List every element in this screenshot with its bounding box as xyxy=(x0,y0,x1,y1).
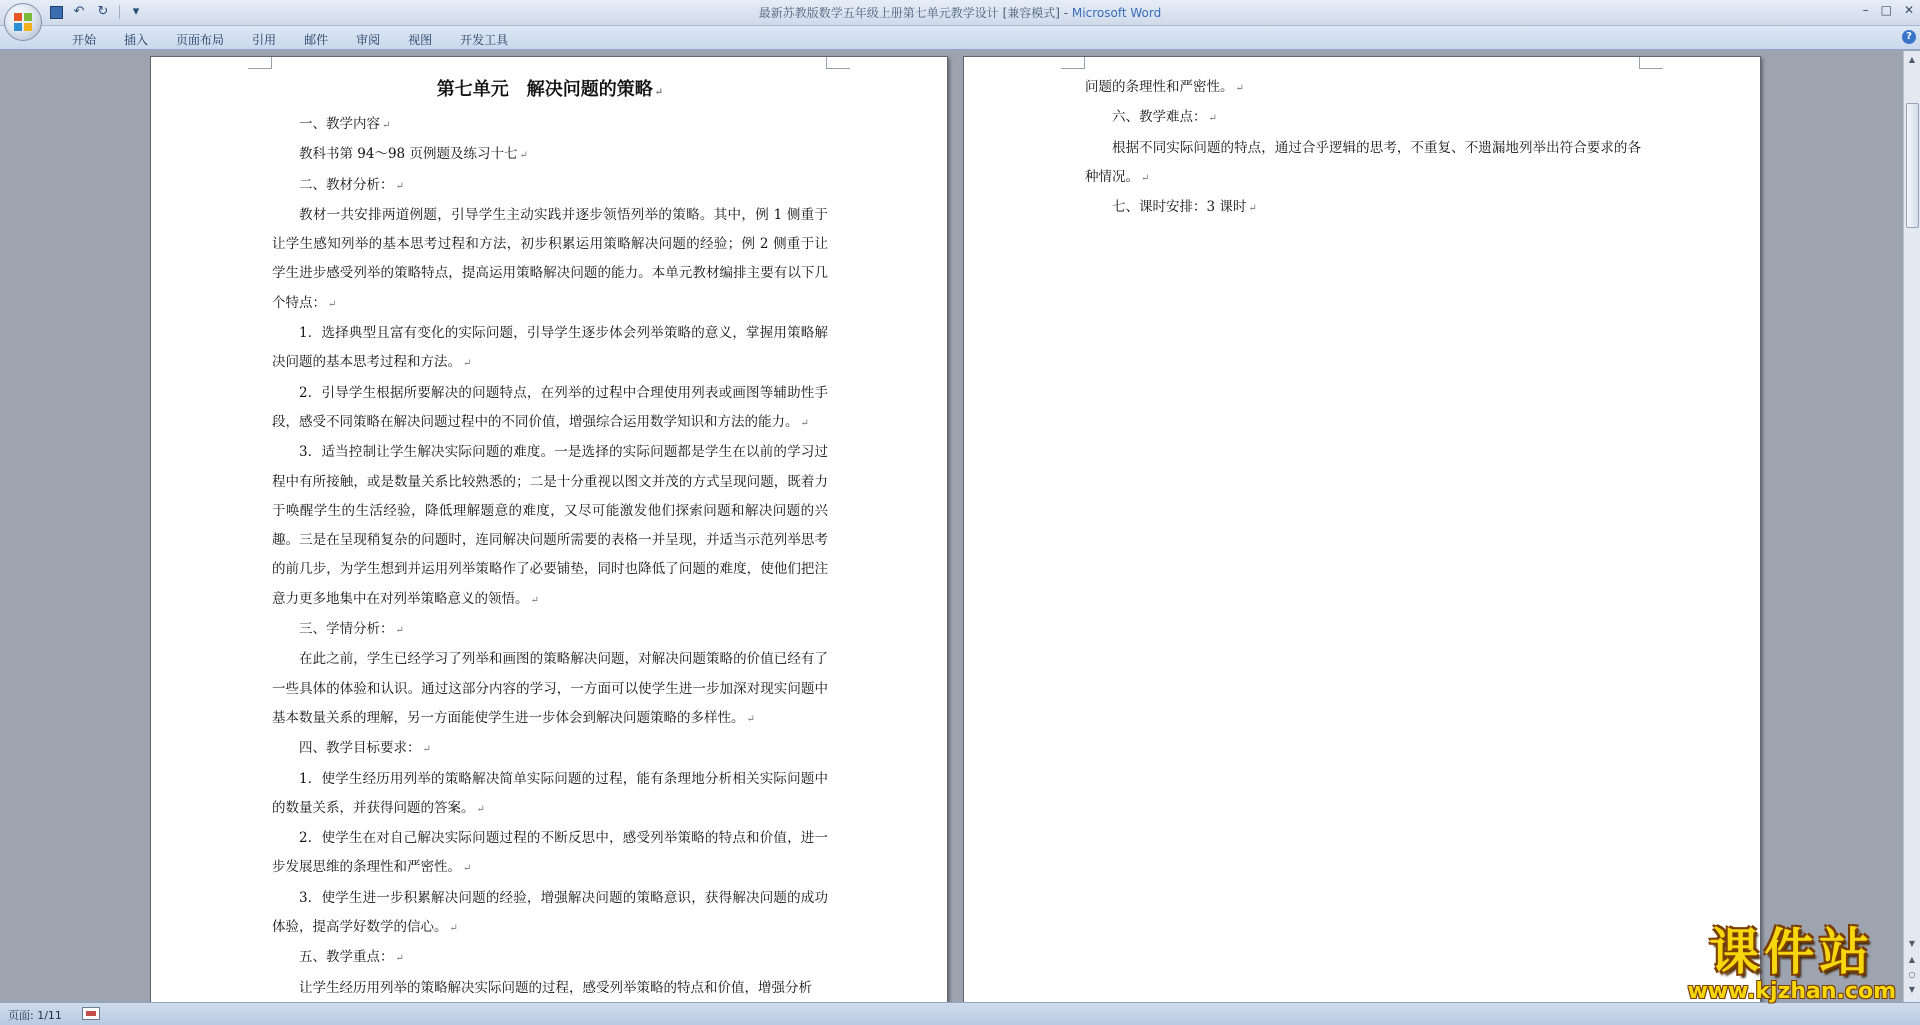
paragraph-text: 三、学情分析： xyxy=(299,621,394,638)
title-bar xyxy=(0,0,1920,26)
redo-icon[interactable]: ↻ xyxy=(97,4,109,19)
document-heading[interactable] xyxy=(272,73,828,110)
scroll-thumb[interactable] xyxy=(1906,103,1919,228)
page-1-text[interactable] xyxy=(272,73,828,1002)
paragraph[interactable] xyxy=(272,319,828,379)
paragraph-text: 1．使学生经历用列举的策略解决简单实际问题的过程，能有条理地分析相关实际问题中的数量关系，并获得问题的答案。 xyxy=(272,770,828,816)
paragraph-mark-icon: ↵ xyxy=(395,180,404,192)
paragraph-text: 教科书第 94～98 页例题及练习十七 xyxy=(299,146,518,163)
document-area[interactable] xyxy=(0,51,1903,1002)
paragraph-mark-icon: ↵ xyxy=(382,120,391,131)
page-indicator[interactable]: 页面: 1/11 xyxy=(8,1009,62,1022)
paragraph[interactable] xyxy=(272,974,828,1002)
app-name: Microsoft Word xyxy=(1071,6,1162,20)
customize-qat-icon[interactable]: ▾ xyxy=(132,4,140,19)
paragraph-text: 二、教材分析： xyxy=(299,176,394,193)
paragraph[interactable] xyxy=(272,824,828,884)
next-page-button[interactable]: ▼ xyxy=(1908,985,1916,994)
document-page-1[interactable] xyxy=(150,56,948,1002)
paragraph[interactable] xyxy=(272,615,828,645)
office-button[interactable] xyxy=(4,3,42,41)
paragraph-text: 让学生经历用列举的策略解决实际问题的过程，感受列举策略的特点和价值，增强分析 xyxy=(299,979,812,996)
paragraph-mark-icon: ↵ xyxy=(654,87,664,98)
margin-corner-mark xyxy=(1061,57,1085,69)
tab-mailings[interactable]: 邮件 xyxy=(304,33,329,47)
document-title: 最新苏教版数学五年级上册第七单元教学设计 [兼容模式] - xyxy=(758,6,1072,20)
paragraph[interactable] xyxy=(272,110,828,140)
paragraph-mark-icon: ↵ xyxy=(449,923,458,935)
paragraph-text: 第七单元 解决问题的策略 xyxy=(436,79,653,100)
paragraph-text: 六、教学难点： xyxy=(1112,109,1207,126)
paragraph-mark-icon: ↵ xyxy=(328,298,337,310)
paragraph[interactable] xyxy=(1085,73,1641,103)
tab-references[interactable]: 引用 xyxy=(252,33,277,47)
paragraph-text: 在此之前，学生已经学习了列举和画图的策略解决问题，对解决问题策略的价值已经有了一些具体的体验和认识。通过这部分内容的学习，一方面可以使学生进一步加深对现实问题中基本数量关系的理解，另一方面能使学生进一步体会到解决问题策略的多样性。 xyxy=(272,651,828,726)
paragraph-text: 七、课时安排：3 课时 xyxy=(1112,199,1247,216)
help-icon[interactable]: ? xyxy=(1902,30,1916,44)
tab-developer[interactable]: 开发工具 xyxy=(460,33,509,47)
paragraph-mark-icon: ↵ xyxy=(395,953,404,965)
paragraph-mark-icon: ↵ xyxy=(1208,113,1217,125)
paragraph-mark-icon: ↵ xyxy=(395,625,404,637)
window-controls xyxy=(1863,3,1914,17)
paragraph[interactable] xyxy=(272,943,828,973)
paragraph[interactable] xyxy=(272,201,828,319)
paragraph[interactable] xyxy=(272,645,828,734)
paragraph-text: 1．选择典型且富有变化的实际问题，引导学生逐步体会列举策略的意义，掌握用策略解决问题的基本思考过程和方法。 xyxy=(272,325,828,371)
margin-corner-mark xyxy=(826,57,850,69)
ribbon xyxy=(0,26,1920,50)
paragraph[interactable] xyxy=(272,379,828,439)
page-2-text[interactable] xyxy=(1085,73,1641,223)
paragraph-mark-icon: ↵ xyxy=(463,863,472,875)
paragraph-mark-icon: ↵ xyxy=(519,150,528,162)
paragraph-mark-icon: ↵ xyxy=(476,803,485,815)
paragraph-text: 2．引导学生根据所要解决的问题特点，在列举的过程中合理使用列表或画图等辅助性手段，感受不同策略在解决问题过程中的不同价值，增强综合运用数学知识和方法的能力。 xyxy=(272,384,828,430)
paragraph-text: 问题的条理性和严密性。 xyxy=(1085,79,1234,95)
paragraph-mark-icon: ↵ xyxy=(746,713,755,725)
office-logo-icon xyxy=(14,13,32,31)
tab-home[interactable]: 开始 xyxy=(72,33,97,47)
paragraph-mark-icon: ↵ xyxy=(422,744,431,756)
paragraph-text: 3．使学生进一步积累解决问题的经验，增强解决问题的策略意识，获得解决问题的成功体验，提高学好数学的信心。 xyxy=(272,889,828,936)
paragraph[interactable] xyxy=(272,171,828,201)
paragraph-mark-icon: ↵ xyxy=(463,358,472,370)
scroll-up-button[interactable]: ▲ xyxy=(1908,55,1916,64)
maximize-button[interactable]: □ xyxy=(1880,3,1892,17)
previous-page-button[interactable]: ▲ xyxy=(1908,955,1916,964)
watermark-logo xyxy=(1687,924,1896,1004)
paragraph[interactable] xyxy=(272,140,828,170)
paragraph-text: 3．适当控制让学生解决实际问题的难度。一是选择的实际问题都是学生在以前的学习过程中有所接触，或是数量关系比较熟悉的；二是十分重视以图文并茂的方式呈现问题，既着力于唤醒学生的生活经验，降低理解题意的难度，又尽可能激发他们探索问题和解决问题的兴趣。三是在呈现稍复杂的问题时，连同解决问题所需要的表格一并呈现，并适当示范列举思考的前几步，为学生想到并运用列举策略作了必要铺垫，同时也降低了问题的难度，使他们把注意力更多地集中在对列举策略意义的领悟。 xyxy=(272,444,828,607)
spelling-check-icon[interactable] xyxy=(82,1007,100,1020)
paragraph-text: 根据不同实际问题的特点，通过合乎逻辑的思考，不重复、不遗漏地列举出符合要求的各种情况。 xyxy=(1085,139,1641,185)
margin-corner-mark xyxy=(1639,57,1663,69)
paragraph-text: 五、教学重点： xyxy=(299,949,394,966)
paragraph-text: 教材一共安排两道例题，引导学生主动实践并逐步领悟列举的策略。其中，例 1 侧重于让学生感知列举的基本思考过程和方法，初步积累运用策略解决问题的经验；例 2 侧重于让学生进步感受列举的策略特点，提高运用策略解决问题的能力。本单元教材编排主要有以下几个特点： xyxy=(272,206,828,311)
document-page-2[interactable] xyxy=(963,56,1761,1002)
paragraph[interactable] xyxy=(272,765,828,825)
tab-view[interactable]: 视图 xyxy=(408,33,433,47)
paragraph[interactable] xyxy=(272,734,828,764)
margin-corner-mark xyxy=(248,57,272,69)
paragraph-mark-icon: ↵ xyxy=(1141,172,1150,184)
paragraph-text: 一、教学内容 xyxy=(299,116,380,132)
watermark-url: www.kjzhan.com xyxy=(1687,979,1896,1004)
paragraph-mark-icon: ↵ xyxy=(1235,83,1244,94)
vertical-scrollbar[interactable] xyxy=(1903,51,1920,1002)
paragraph-mark-icon: ↵ xyxy=(530,594,539,606)
tab-review[interactable]: 审阅 xyxy=(356,33,381,47)
tab-insert[interactable]: 插入 xyxy=(124,33,149,47)
watermark-title: 课件站 xyxy=(1709,923,1875,981)
paragraph-text: 四、教学目标要求： xyxy=(299,740,421,757)
paragraph[interactable] xyxy=(272,884,828,944)
scroll-down-button[interactable]: ▼ xyxy=(1908,939,1916,948)
ribbon-tabs xyxy=(58,30,522,49)
minimize-button[interactable]: – xyxy=(1862,3,1869,17)
status-bar xyxy=(0,1002,1920,1025)
paragraph[interactable] xyxy=(1085,103,1641,133)
undo-icon[interactable]: ↶ xyxy=(73,4,85,19)
paragraph-mark-icon: ↵ xyxy=(1248,203,1257,215)
select-browse-object-button[interactable]: ○ xyxy=(1908,970,1916,979)
paragraph[interactable] xyxy=(1085,193,1641,223)
tab-page-layout[interactable]: 页面布局 xyxy=(176,33,225,47)
close-button[interactable]: ✕ xyxy=(1903,3,1914,17)
paragraph-text: 2．使学生在对自己解决实际问题过程的不断反思中，感受列举策略的特点和价值，进一步发展思维的条理性和严密性。 xyxy=(272,830,828,876)
paragraph-mark-icon: ↵ xyxy=(800,417,809,429)
paragraph[interactable] xyxy=(1085,134,1641,194)
paragraph[interactable] xyxy=(272,438,828,615)
window-title xyxy=(0,4,1920,21)
